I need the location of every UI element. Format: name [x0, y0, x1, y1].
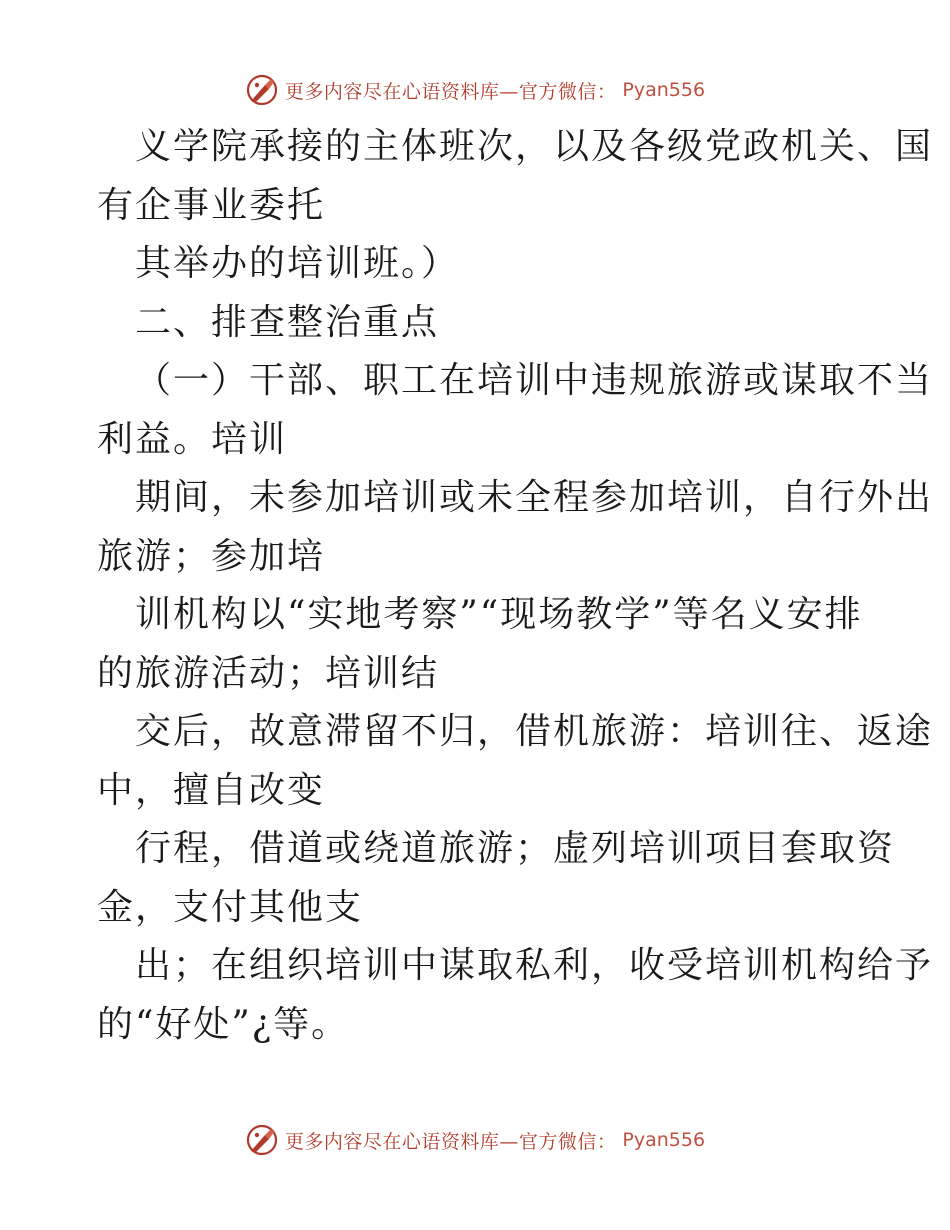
watermark-text: 更多内容尽在心语资料库—官方微信：	[284, 80, 617, 103]
body-line: 行程，借道或绕道旅游；虚列培训项目套取资	[135, 828, 896, 869]
body-line: 义学院承接的主体班次，以及各级党政机关、国	[135, 126, 934, 167]
watermark-contact: Pyan556	[622, 79, 706, 101]
body-line: 其举办的培训班。）	[135, 243, 460, 284]
body-line: 旅游；参加培	[97, 535, 326, 577]
body-line: 的旅游活动；培训结	[97, 652, 440, 694]
watermark-text: 更多内容尽在心语资料库—官方微信：	[284, 1130, 617, 1153]
body-line: 的“好处”¿等。	[97, 1003, 350, 1045]
body-line: 利益。培训	[97, 418, 288, 460]
pen-nib-circle-icon	[245, 73, 279, 107]
body-line: 金，支付其他支	[97, 886, 364, 928]
pen-nib-circle-icon	[245, 1123, 279, 1157]
section-heading: 二、排查整治重点	[135, 301, 440, 343]
footer-watermark	[0, 1120, 950, 1160]
body-line: 期间，未参加培训或未全程参加培训，自行外出	[135, 477, 934, 518]
body-line: 中，擅自改变	[97, 769, 326, 811]
body-line: 训机构以“实地考察”“现场教学”等名义安排	[135, 594, 863, 635]
watermark-contact: Pyan556	[622, 1129, 706, 1151]
body-line: （一）干部、职工在培训中违规旅游或谋取不当	[135, 360, 934, 401]
body-line: 出；在组织培训中谋取私利，收受培训机构给予	[135, 945, 934, 986]
body-line: 交后，故意滞留不归，借机旅游：培训往、返途	[135, 711, 934, 752]
body-line: 有企事业委托	[97, 184, 326, 226]
header-watermark	[0, 70, 950, 110]
document-body	[97, 118, 934, 1054]
